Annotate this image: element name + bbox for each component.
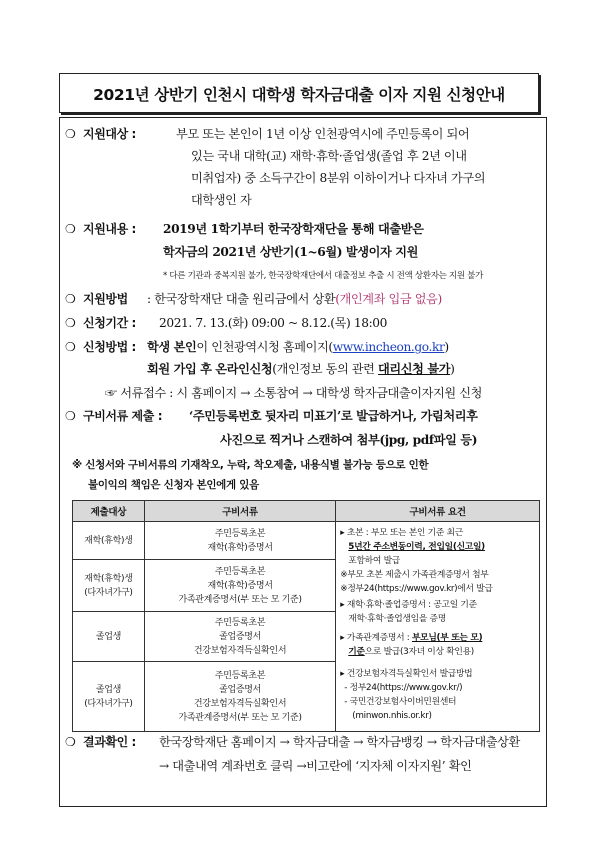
apply-student: 학생 본인 bbox=[147, 340, 197, 354]
circle-bullet-icon: ❍ bbox=[65, 222, 76, 236]
req-line: - 정부24(https://www.gov.kr/) bbox=[344, 683, 463, 693]
result-line-1: 한국장학재단 홈페이지 → 학자금대출 → 학자금뱅킹 → 학자금대출상환 bbox=[159, 735, 520, 749]
page-title: 2021년 상반기 인천시 대학생 학자금대출 이자 지원 신청안내 bbox=[93, 86, 505, 104]
docs-cell bbox=[144, 522, 335, 560]
apply-paren-close: ) bbox=[444, 340, 449, 354]
method-highlight: (개인계좌 입금 없음) bbox=[335, 292, 442, 306]
doc-item: 주민등록초본 bbox=[214, 617, 266, 628]
doc-item: 재학(휴학)증명서 bbox=[207, 542, 273, 553]
col-header-req: 구비서류 요건 bbox=[336, 501, 540, 522]
req-line: (minwon.nhis.or.kr) bbox=[352, 711, 432, 721]
doc-item: 졸업증명서 bbox=[219, 631, 262, 642]
target-cell bbox=[73, 560, 145, 612]
docs-submit-row bbox=[65, 407, 162, 424]
target-row bbox=[65, 125, 136, 142]
warning-line-2: 불이익의 책임은 신청자 본인에게 있음 bbox=[88, 479, 259, 491]
req-emph: 기준 bbox=[348, 647, 365, 657]
req-line bbox=[340, 631, 535, 645]
warning-line-1: ※ 신청서와 구비서류의 기재착오, 누락, 착오제출, 내용식별 불가능 등으로 인한 bbox=[72, 459, 429, 471]
incheon-link[interactable]: www.incheon.go.kr bbox=[332, 340, 445, 354]
content-line-1: 2019년 1학기부터 한국장학재단을 통해 대출받은 bbox=[163, 222, 424, 236]
content-row bbox=[65, 220, 136, 237]
apply-online: 회원 가입 후 온라인신청 bbox=[147, 362, 273, 376]
target-line-4: 대학생인 자 bbox=[191, 193, 252, 207]
period-row bbox=[65, 314, 136, 331]
result-line-2: → 대출내역 계좌번호 클릭 →비고란에 ‘지자체 이자지원’ 확인 bbox=[159, 759, 472, 773]
table-row bbox=[73, 522, 540, 560]
doc-item: 졸업증명서 bbox=[219, 684, 262, 695]
target-cell bbox=[73, 522, 145, 560]
title-box bbox=[59, 73, 539, 113]
method-text: : 한국장학재단 대출 원리금에서 상환 bbox=[147, 292, 336, 306]
docs-cell bbox=[144, 560, 335, 612]
req-emph: 부모님(부 또는 모) bbox=[411, 633, 483, 643]
docs-cell bbox=[144, 662, 335, 732]
target-text: 졸업생 bbox=[95, 684, 121, 695]
apply-row bbox=[65, 338, 136, 355]
requirements-cell bbox=[336, 522, 540, 732]
method-text-wrap bbox=[147, 290, 442, 307]
target-text: (다자녀가구) bbox=[84, 698, 133, 709]
circle-bullet-icon: ❍ bbox=[65, 127, 76, 141]
apply-line-1 bbox=[147, 338, 449, 355]
circle-bullet-icon: ❍ bbox=[65, 735, 76, 749]
target-text: 졸업생 bbox=[95, 631, 121, 642]
table-header-row bbox=[73, 501, 540, 522]
doc-item: 주민등록초본 bbox=[214, 670, 266, 681]
req-line: ▸ 초본 : 부모 또는 본인 기준 최근 bbox=[340, 528, 463, 538]
target-cell bbox=[73, 662, 145, 732]
circle-bullet-icon: ❍ bbox=[65, 409, 76, 423]
req-text: ▸ 가족관계증명서 : bbox=[340, 633, 412, 643]
req-line bbox=[340, 645, 535, 659]
target-text: 재학(휴학)생 bbox=[84, 535, 133, 546]
circle-bullet-icon: ❍ bbox=[65, 340, 76, 354]
req-line: 5년간 주소변동이력, 전입일(신고일) bbox=[348, 542, 485, 552]
docs-submit-line-2: 사진으로 찍거나 스캔하여 첨부(jpg, pdf파일 등) bbox=[220, 433, 478, 447]
doc-item: 가족관계증명서(부 또는 모 기준) bbox=[178, 594, 302, 605]
docs-submit-label: 구비서류 제출 : bbox=[83, 409, 163, 423]
target-text: 재학(휴학)생 bbox=[84, 573, 133, 584]
docs-cell bbox=[144, 612, 335, 662]
req-line: - 국민건강보험사이버민원센터 bbox=[344, 697, 457, 707]
target-text: (다자녀가구) bbox=[84, 587, 133, 598]
col-header-docs: 구비서류 bbox=[144, 501, 335, 522]
req-text: 으로 발급(3자녀 이상 확인용) bbox=[364, 647, 474, 657]
apply-paren-close-2: ) bbox=[450, 362, 455, 376]
apply-consent: (개인정보 동의 관련 bbox=[272, 362, 379, 376]
method-label: 지원방법 bbox=[83, 292, 128, 306]
pointing-hand-icon: ☞ bbox=[105, 386, 117, 400]
doc-item: 가족관계증명서(부 또는 모 기준) bbox=[178, 712, 302, 723]
content-label: 지원내용 : bbox=[83, 222, 136, 236]
target-label: 지원대상 : bbox=[83, 127, 136, 141]
doc-item: 주민등록초본 bbox=[214, 566, 266, 577]
result-row bbox=[65, 733, 136, 750]
req-line: 재학·휴학·졸업생임을 증명 bbox=[348, 614, 446, 624]
apply-label: 신청방법 : bbox=[83, 340, 136, 354]
content-note: * 다른 기관과 중복지원 불가, 한국장학재단에서 대출정보 추출 시 전액 상환자는 지원 불가 bbox=[163, 271, 483, 281]
req-line: ▸ 건강보험자격득실확인서 발급방법 bbox=[340, 669, 473, 679]
apply-sub bbox=[105, 384, 482, 401]
period-label: 신청기간 : bbox=[83, 316, 136, 330]
target-line-3: 미취업자) 중 소득구간이 8분위 이하이거나 다자녀 가구의 bbox=[191, 171, 486, 185]
target-line-1: 부모 또는 본인이 1년 이상 인천광역시에 주민등록이 되어 bbox=[176, 127, 470, 141]
apply-homepage: 이 인천광역시청 홈페이지( bbox=[196, 340, 333, 354]
req-line: ※부모 초본 제출시 가족관계증명서 첨부 bbox=[340, 570, 489, 580]
circle-bullet-icon: ❍ bbox=[65, 292, 76, 306]
doc-item: 건강보험자격득실확인서 bbox=[193, 698, 287, 709]
docs-submit-line-1: ‘주민등록번호 뒷자리 미표기’로 발급하거나, 가림처리후 bbox=[189, 409, 478, 423]
doc-item: 주민등록초본 bbox=[214, 528, 266, 539]
content-line-2: 학자금의 2021년 상반기(1~6월) 발생이자 지원 bbox=[163, 245, 418, 259]
apply-no-proxy: 대리신청 불가 bbox=[378, 362, 451, 376]
req-line: ※정부24(https://www.gov.kr)에서 발급 bbox=[340, 584, 493, 594]
circle-bullet-icon: ❍ bbox=[65, 316, 76, 330]
result-label: 결과확인 : bbox=[83, 735, 136, 749]
doc-item: 재학(휴학)증명서 bbox=[207, 580, 273, 591]
col-header-target: 제출대상 bbox=[73, 501, 145, 522]
documents-table bbox=[72, 500, 540, 732]
apply-line-2 bbox=[147, 360, 454, 377]
req-line: 포함하여 발급 bbox=[348, 556, 400, 566]
apply-sub-text: 서류접수 : 시 홈페이지 → 소통참여 → 대학생 학자금대출이자지원 신청 bbox=[120, 386, 482, 400]
method-row bbox=[65, 290, 128, 307]
target-cell bbox=[73, 612, 145, 662]
req-line: ▸ 재학·휴학·졸업증명서 : 공고일 기준 bbox=[340, 600, 477, 610]
target-line-2: 있는 국내 대학(교) 재학·휴학·졸업생(졸업 후 2년 이내 bbox=[191, 149, 467, 163]
period-text: 2021. 7. 13.(화) 09:00 ~ 8.12.(목) 18:00 bbox=[159, 316, 387, 330]
doc-item: 건강보험자격득실확인서 bbox=[193, 645, 287, 656]
